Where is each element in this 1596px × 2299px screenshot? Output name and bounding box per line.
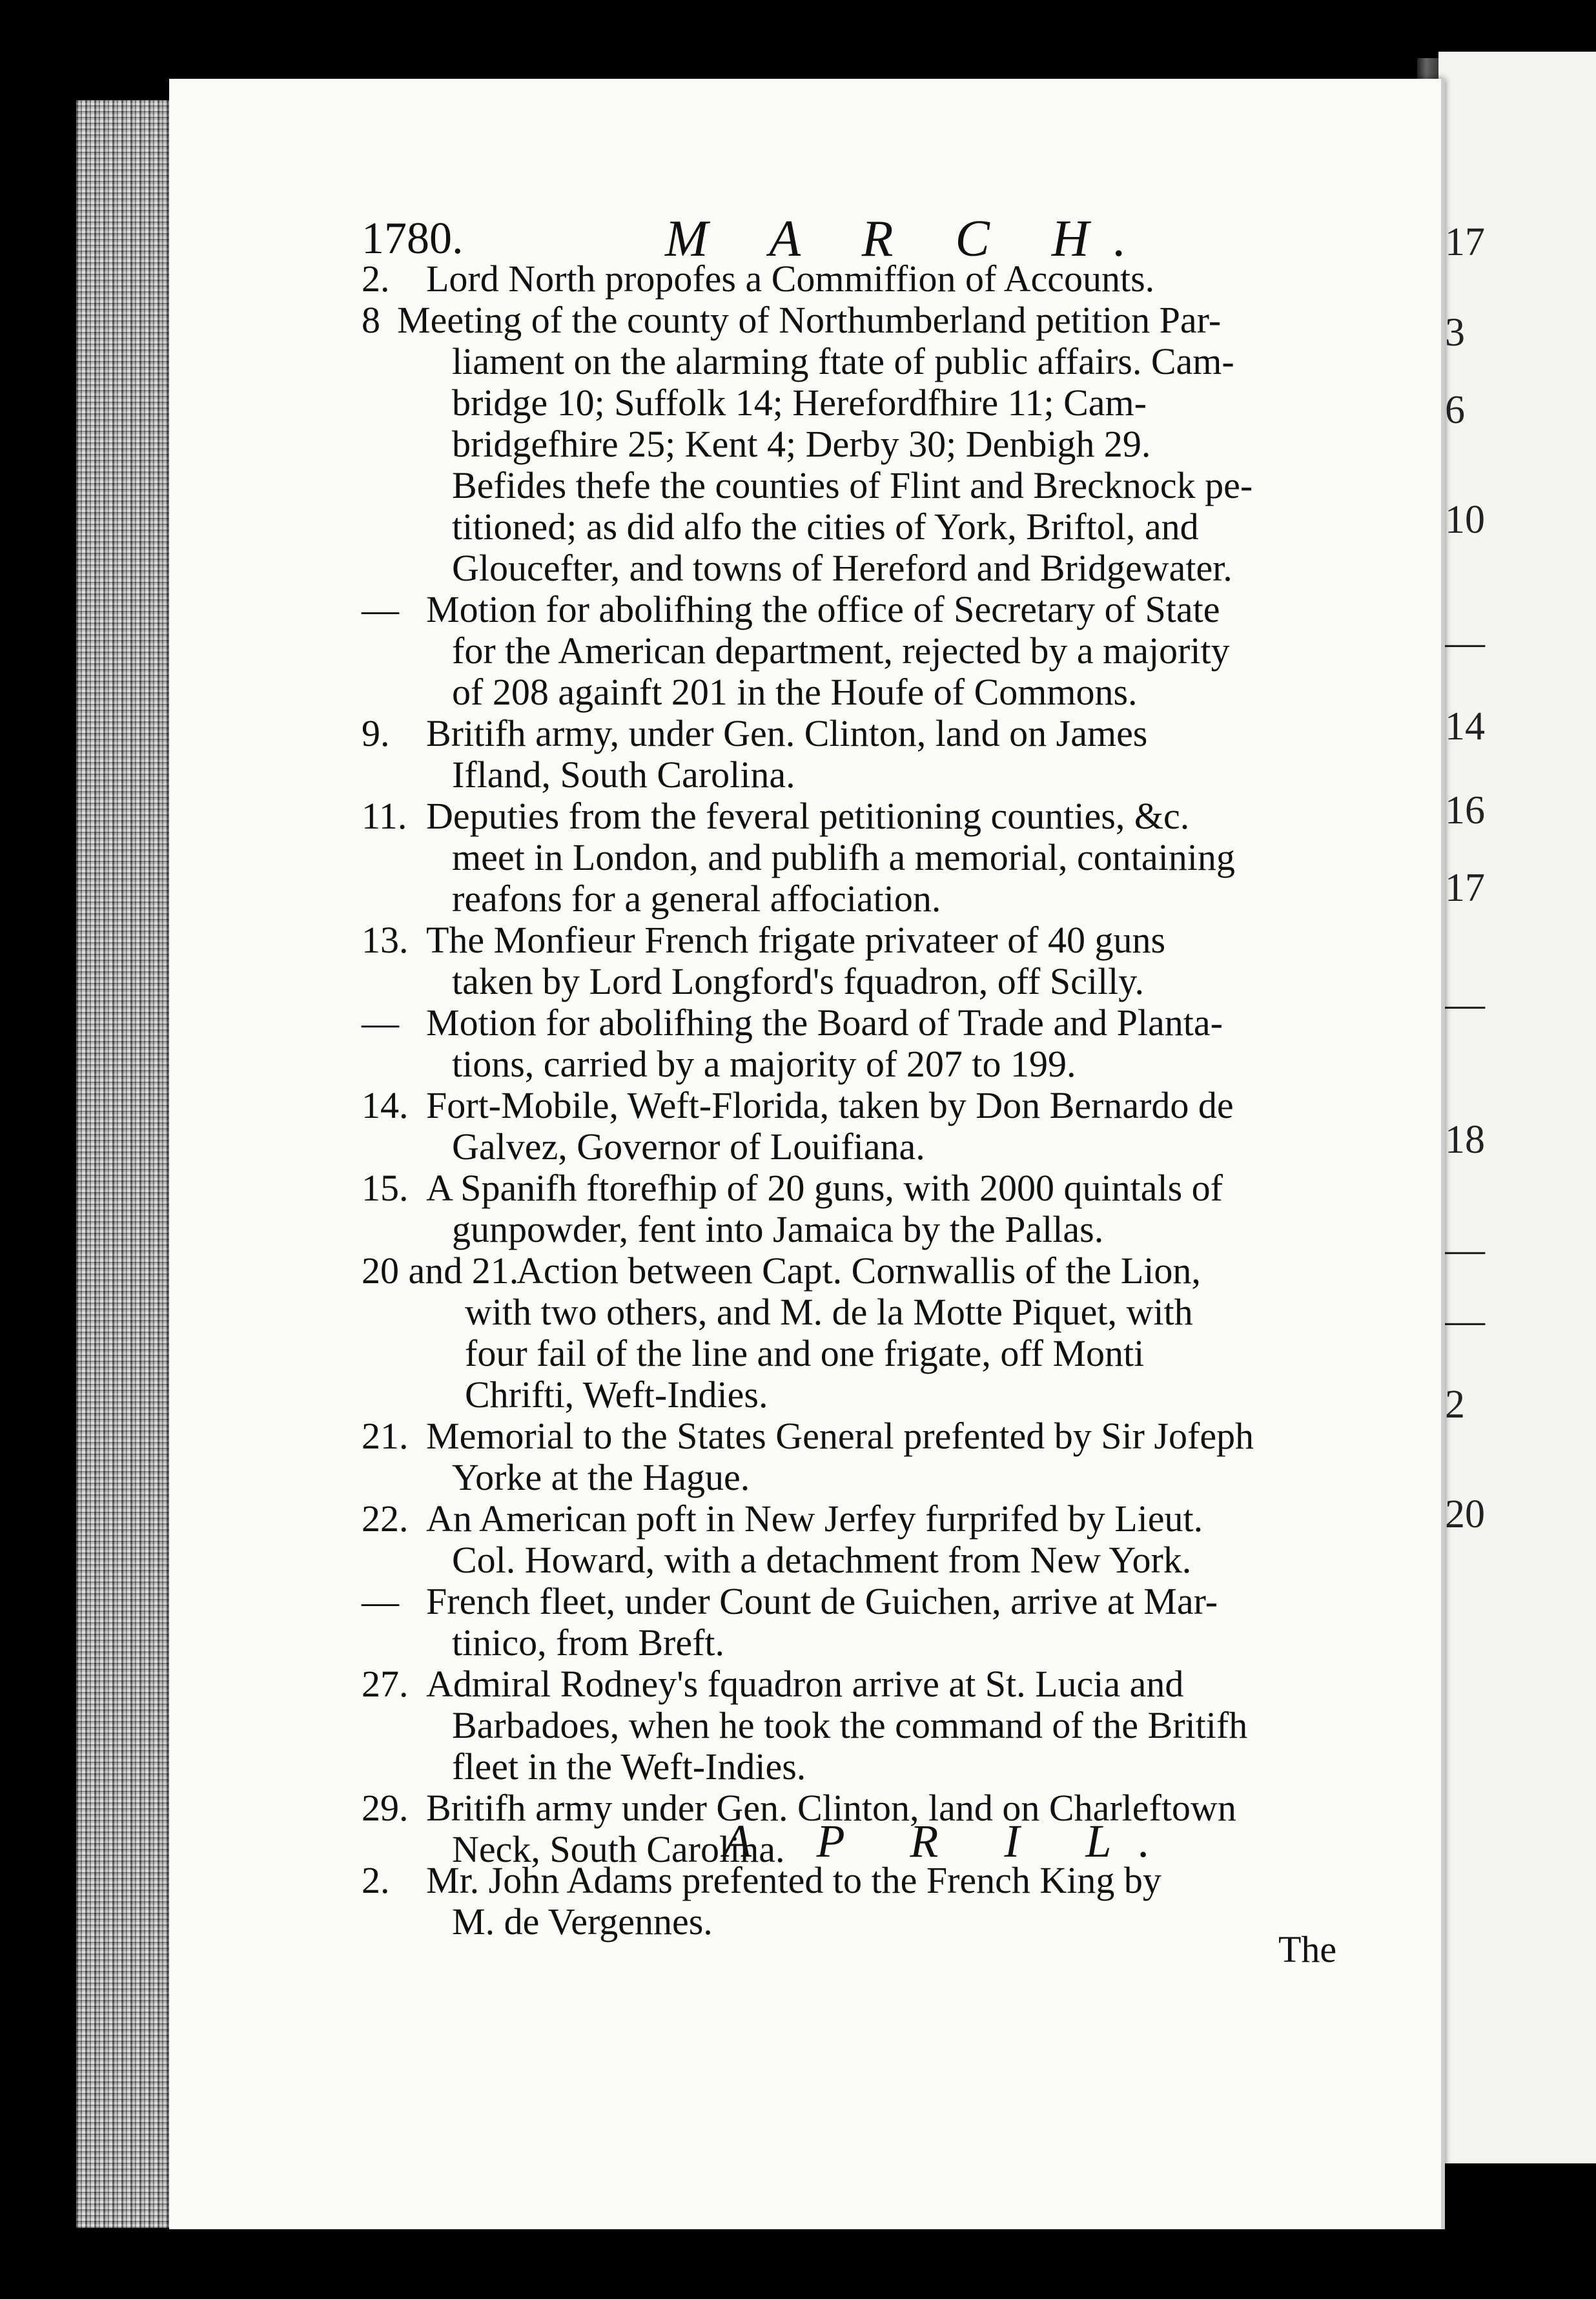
entry: [362, 1860, 1356, 1943]
entry-line: bridge 10; Suffolk 14; Herefordfhire 11; Cam-: [452, 382, 1147, 424]
entry-line: fleet in the Weft-Indies.: [452, 1746, 806, 1788]
entry-date: 2.: [362, 258, 390, 300]
entry-line: Befides thefe the counties of Flint and Brecknock pe-: [452, 464, 1253, 506]
entry: [362, 796, 1356, 920]
entry-line: four fail of the line and one frigate, off Monti: [465, 1332, 1145, 1374]
next-page-fragment: —: [1445, 1299, 1485, 1343]
next-page-fragment: 3: [1445, 311, 1465, 355]
entry-line: titioned; as did alfo the cities of York, Briftol, and: [452, 506, 1199, 548]
next-page-fragment: 2: [1445, 1383, 1465, 1427]
entry: [362, 1416, 1356, 1498]
entry-line: Fort-Mobile, Weft-Florida, taken by Don Bernardo de: [426, 1084, 1234, 1126]
entry: [362, 920, 1356, 1002]
entry-line: Britifh army under Gen. Clinton, land on Charleftown: [426, 1787, 1236, 1829]
entry-date: 13.: [362, 919, 409, 961]
entry-line: gunpowder, fent into Jamaica by the Pallas.: [452, 1208, 1104, 1250]
entry-line: An American poft in New Jerfey furprifed by Lieut.: [426, 1498, 1203, 1540]
entry-line: Gloucefter, and towns of Hereford and Bridgewater.: [452, 547, 1233, 589]
entry-line: Motion for abolifhing the Board of Trade and Planta-: [426, 1002, 1223, 1044]
entry-date: 9.: [362, 712, 390, 754]
entry: [362, 1581, 1356, 1664]
entry-line: liament on the alarming ftate of public affairs. Cam-: [452, 340, 1234, 382]
entry-line: Britifh army, under Gen. Clinton, land on James: [426, 712, 1148, 754]
month-heading: M A R C H.: [665, 211, 1151, 267]
entry: [362, 1002, 1356, 1085]
entry: [362, 1664, 1356, 1788]
entry-date: 29.: [362, 1787, 409, 1829]
next-page-fragment: 17: [1445, 866, 1485, 910]
entry-line: Mr. John Adams prefented to the French King by: [426, 1859, 1161, 1901]
entry-date: —: [362, 1580, 399, 1622]
entry-line: Meeting of the county of Northumberland petition Par-: [397, 299, 1222, 341]
entry-line: Deputies from the feveral petitioning counties, &c.: [426, 795, 1190, 837]
next-page-fragment: —: [1445, 1228, 1485, 1272]
entry-date: —: [362, 1002, 399, 1044]
entry-line: for the American department, rejected by a majority: [452, 630, 1230, 672]
entry: [362, 589, 1356, 713]
entry: [362, 258, 1356, 300]
march-entries: [362, 258, 1356, 1870]
next-page-edge: [1438, 52, 1596, 2163]
april-heading: A P R I L.: [723, 1815, 1178, 1867]
entry-line: Barbadoes, when he took the command of the Britifh: [452, 1704, 1248, 1746]
entry-line: Ifland, South Carolina.: [452, 754, 795, 796]
next-page-fragment: 6: [1445, 388, 1465, 432]
next-page-fragment: 20: [1445, 1492, 1485, 1536]
next-page-fragment: 16: [1445, 789, 1485, 832]
entry-line: Lord North propofes a Commiffion of Accounts.: [426, 258, 1155, 300]
entry-date: 27.: [362, 1663, 409, 1705]
entry-line: Neck, South Carolina.: [452, 1828, 785, 1870]
next-page-fragment: 14: [1445, 705, 1485, 748]
catchword: The: [1278, 1928, 1337, 1970]
entry-line: of 208 againft 201 in the Houfe of Commons.: [452, 671, 1138, 713]
entry-line: taken by Lord Longford's fquadron, off Scilly.: [452, 960, 1144, 1002]
next-page-fragment: 10: [1445, 498, 1485, 542]
entry-date: 21.: [362, 1415, 409, 1457]
entry-line: Admiral Rodney's fquadron arrive at St. Lucia and: [426, 1663, 1184, 1705]
entry-line: The Monfieur French frigate privateer of 40 guns: [426, 919, 1166, 961]
entry-line: meet in London, and publifh a memorial, containing: [452, 836, 1235, 878]
next-page-fragment: 17: [1445, 220, 1485, 264]
year: 1780.: [362, 214, 464, 263]
entry: [362, 300, 1356, 589]
entry-line: Action between Capt. Cornwallis of the Lion,: [517, 1250, 1201, 1292]
entry-date: 20 and 21.: [362, 1250, 519, 1292]
entry-line: French fleet, under Count de Guichen, arrive at Mar-: [426, 1580, 1218, 1622]
entry-line: bridgefhire 25; Kent 4; Derby 30; Denbigh 29.: [452, 423, 1151, 465]
entry-line: Memorial to the States General prefented by Sir Jofeph: [426, 1415, 1254, 1457]
entry-line: A Spanifh ftorefhip of 20 guns, with 2000 quintals of: [426, 1167, 1223, 1209]
entry-line: Col. Howard, with a detachment from New York.: [452, 1539, 1192, 1581]
entry-date: 14.: [362, 1084, 409, 1126]
entry: [362, 1250, 1356, 1416]
entry-line: Chrifti, Weft-Indies.: [465, 1374, 768, 1416]
entry-line: M. de Vergennes.: [452, 1901, 713, 1943]
entry: [362, 1085, 1356, 1168]
entry-line: reafons for a general affociation.: [452, 878, 941, 920]
entry-line: Yorke at the Hague.: [452, 1456, 750, 1498]
entry-date: 22.: [362, 1498, 409, 1540]
entry: [362, 713, 1356, 796]
entry-date: 8: [362, 299, 380, 341]
entry-date: 11.: [362, 795, 407, 837]
entry-line: Galvez, Governor of Louifiana.: [452, 1126, 925, 1168]
entry: [362, 1168, 1356, 1250]
entry: [362, 1498, 1356, 1581]
entry-date: —: [362, 588, 399, 630]
entry-date: 2.: [362, 1859, 390, 1901]
next-page-fragment: 18: [1445, 1118, 1485, 1162]
next-page-fragment: —: [1445, 982, 1485, 1026]
entry-line: with two others, and M. de la Motte Piquet, with: [465, 1291, 1193, 1333]
april-entries: [362, 1860, 1356, 1943]
next-page-fragment: —: [1445, 621, 1485, 665]
entry-date: 15.: [362, 1167, 409, 1209]
entry-line: tinico, from Breft.: [452, 1622, 725, 1664]
entry-line: tions, carried by a majority of 207 to 199.: [452, 1043, 1076, 1085]
entry-line: Motion for abolifhing the office of Secretary of State: [426, 588, 1220, 630]
